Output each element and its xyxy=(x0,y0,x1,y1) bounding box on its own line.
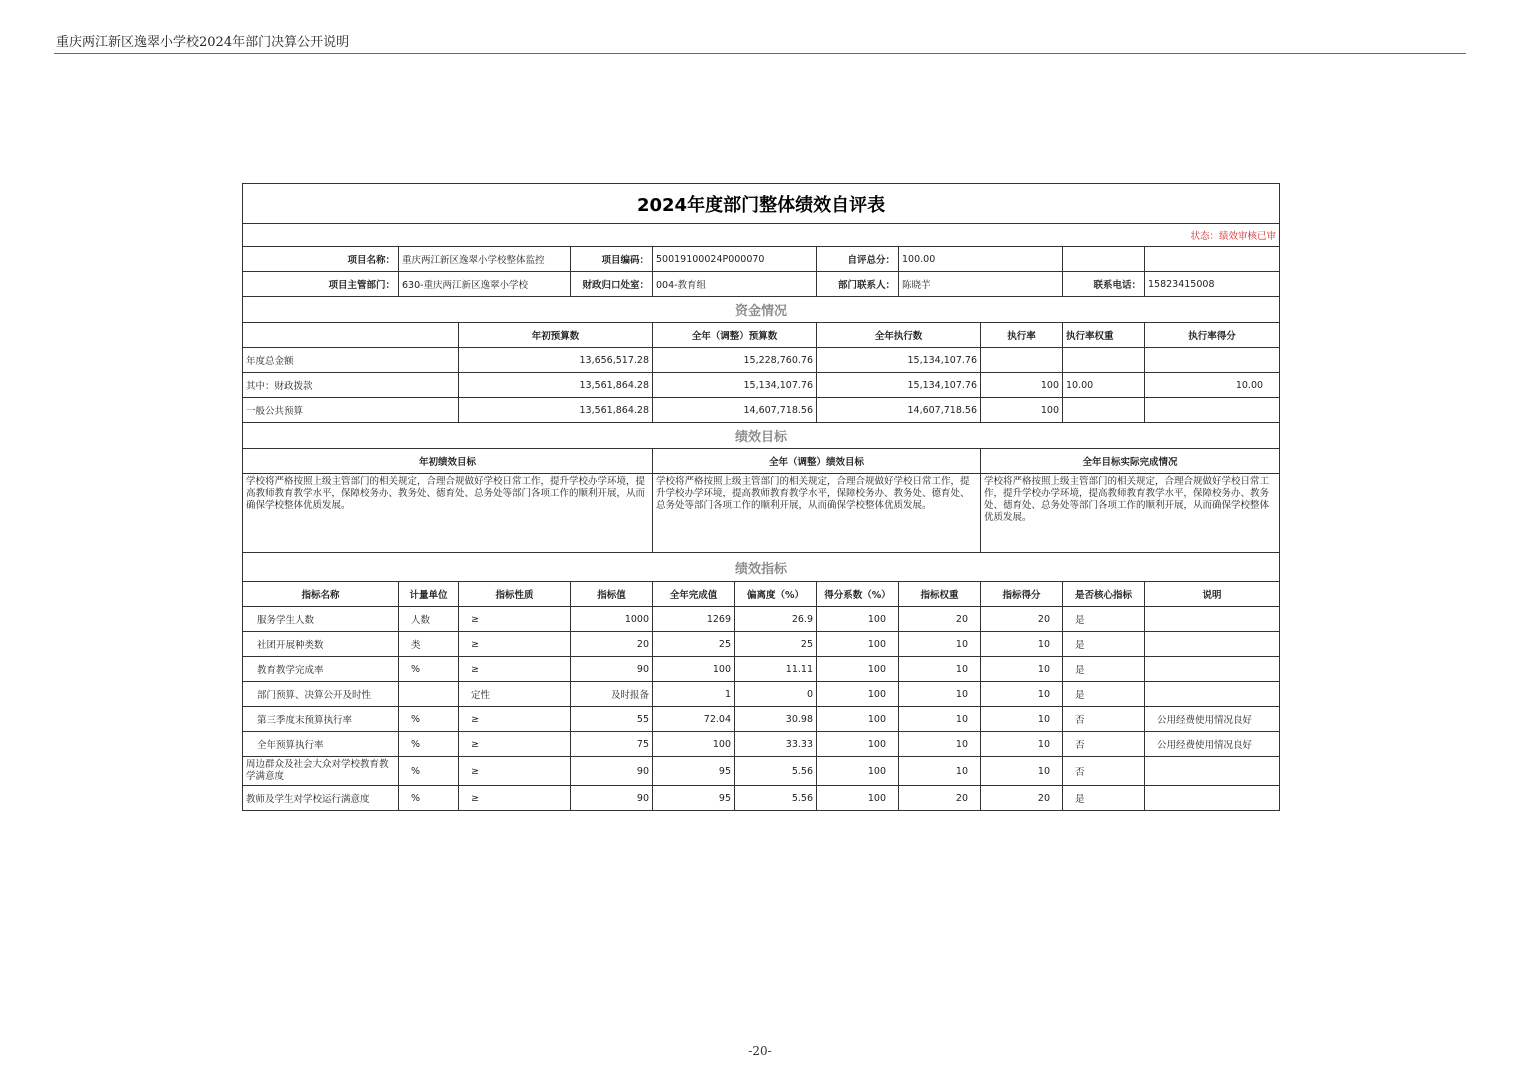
funds-header-score: 执行率得分 xyxy=(1145,323,1280,348)
funds-row-weight xyxy=(1063,348,1145,373)
funds-row xyxy=(243,348,1280,373)
ind-score: 20 xyxy=(981,607,1063,632)
page-header: 重庆两江新区逸翠小学校2024年部门决算公开说明 xyxy=(56,35,350,50)
total-score-label: 自评总分： xyxy=(817,247,899,272)
funds-row-initial: 13,561,864.28 xyxy=(459,398,653,423)
ind-target: 1000 xyxy=(571,607,653,632)
ind-actual: 95 xyxy=(653,786,735,811)
funds-row-name: 其中：财政拨款 xyxy=(243,373,459,398)
indicator-row xyxy=(243,757,1280,786)
ind-header-unit: 计量单位 xyxy=(399,582,459,607)
funds-row-executed: 14,607,718.56 xyxy=(817,398,981,423)
performance-self-evaluation-table xyxy=(242,183,1280,811)
goal-adjusted-text: 学校将严格按照上级主管部门的相关规定，合理合规做好学校日常工作，提升学校办学环境，提高教师教育教学水平，保障校务办、教务处、德育处、总务处等部门各项工作的顺利开展，从而确保学校整体优质发展。 xyxy=(653,474,981,553)
ind-note xyxy=(1145,786,1280,811)
ind-weight: 10 xyxy=(899,632,981,657)
ind-deviation: 26.9 xyxy=(735,607,817,632)
ind-note xyxy=(1145,757,1280,786)
funds-row-rate: 100 xyxy=(981,398,1063,423)
ind-note: 公用经费使用情况良好 xyxy=(1145,732,1280,757)
ind-note xyxy=(1145,657,1280,682)
funds-row-adjusted: 14,607,718.56 xyxy=(653,398,817,423)
ind-unit: 类 xyxy=(399,632,459,657)
ind-actual: 100 xyxy=(653,657,735,682)
ind-core: 否 xyxy=(1063,757,1145,786)
ind-actual: 95 xyxy=(653,757,735,786)
ind-header-coef: 得分系数（%） xyxy=(817,582,899,607)
ind-header-actual: 全年完成值 xyxy=(653,582,735,607)
ind-nature: ≥ xyxy=(459,707,571,732)
dept-label: 项目主管部门： xyxy=(243,272,399,297)
ind-coef: 100 xyxy=(817,657,899,682)
ind-coef: 100 xyxy=(817,732,899,757)
ind-weight: 10 xyxy=(899,707,981,732)
ind-actual: 100 xyxy=(653,732,735,757)
contact-label: 部门联系人： xyxy=(817,272,899,297)
indicator-row xyxy=(243,732,1280,757)
ind-core: 是 xyxy=(1063,657,1145,682)
ind-name: 服务学生人数 xyxy=(243,607,399,632)
goals-section-title: 绩效目标 xyxy=(243,423,1280,449)
ind-nature: ≥ xyxy=(459,786,571,811)
ind-weight: 20 xyxy=(899,607,981,632)
funds-row-score xyxy=(1145,398,1280,423)
ind-score: 10 xyxy=(981,682,1063,707)
ind-name: 全年预算执行率 xyxy=(243,732,399,757)
funds-row xyxy=(243,373,1280,398)
ind-weight: 10 xyxy=(899,657,981,682)
funds-row-rate xyxy=(981,348,1063,373)
empty-cell xyxy=(1145,247,1280,272)
ind-weight: 10 xyxy=(899,757,981,786)
ind-core: 是 xyxy=(1063,607,1145,632)
funds-header-executed: 全年执行数 xyxy=(817,323,981,348)
ind-score: 10 xyxy=(981,632,1063,657)
ind-score: 10 xyxy=(981,757,1063,786)
dept-value: 630-重庆两江新区逸翠小学校 xyxy=(399,272,571,297)
funds-header-blank xyxy=(243,323,459,348)
ind-name: 部门预算、决算公开及时性 xyxy=(243,682,399,707)
funds-row-name: 一般公共预算 xyxy=(243,398,459,423)
ind-target: 及时报备 xyxy=(571,682,653,707)
funds-row-weight xyxy=(1063,398,1145,423)
contact-value: 陈晓芋 xyxy=(899,272,1063,297)
ind-note xyxy=(1145,607,1280,632)
phone-value: 15823415008 xyxy=(1145,272,1280,297)
ind-deviation: 30.98 xyxy=(735,707,817,732)
ind-nature: ≥ xyxy=(459,632,571,657)
project-code-label: 项目编码： xyxy=(571,247,653,272)
indicator-row xyxy=(243,682,1280,707)
ind-header-deviation: 偏离度（%） xyxy=(735,582,817,607)
funds-row-adjusted: 15,134,107.76 xyxy=(653,373,817,398)
ind-deviation: 33.33 xyxy=(735,732,817,757)
funds-row-executed: 15,134,107.76 xyxy=(817,348,981,373)
ind-core: 否 xyxy=(1063,707,1145,732)
ind-core: 是 xyxy=(1063,632,1145,657)
ind-score: 10 xyxy=(981,657,1063,682)
page-number: -20- xyxy=(748,1044,772,1058)
funds-header-rate: 执行率 xyxy=(981,323,1063,348)
ind-target: 75 xyxy=(571,732,653,757)
funds-row-name: 年度总金额 xyxy=(243,348,459,373)
ind-header-note: 说明 xyxy=(1145,582,1280,607)
ind-coef: 100 xyxy=(817,682,899,707)
ind-coef: 100 xyxy=(817,607,899,632)
indicator-row xyxy=(243,632,1280,657)
ind-actual: 72.04 xyxy=(653,707,735,732)
funds-row-executed: 15,134,107.76 xyxy=(817,373,981,398)
funds-row-rate: 100 xyxy=(981,373,1063,398)
funds-row-weight: 10.00 xyxy=(1063,373,1145,398)
goal-initial-text: 学校将严格按照上级主管部门的相关规定，合理合规做好学校日常工作，提升学校办学环境，提高教师教育教学水平，保障校务办、教务处、德育处、总务处等部门各项工作的顺利开展，从而确保学校整体优质发展。 xyxy=(243,474,653,553)
ind-coef: 100 xyxy=(817,707,899,732)
ind-unit: % xyxy=(399,707,459,732)
ind-score: 20 xyxy=(981,786,1063,811)
ind-note xyxy=(1145,632,1280,657)
indicator-row xyxy=(243,607,1280,632)
funds-row-score xyxy=(1145,348,1280,373)
ind-nature: ≥ xyxy=(459,732,571,757)
ind-name: 第三季度末预算执行率 xyxy=(243,707,399,732)
status-text: 状态：绩效审核已审 xyxy=(243,224,1280,247)
ind-coef: 100 xyxy=(817,757,899,786)
ind-actual: 25 xyxy=(653,632,735,657)
ind-name: 教育教学完成率 xyxy=(243,657,399,682)
ind-nature: 定性 xyxy=(459,682,571,707)
ind-unit: % xyxy=(399,786,459,811)
ind-nature: ≥ xyxy=(459,757,571,786)
ind-score: 10 xyxy=(981,732,1063,757)
empty-cell xyxy=(1063,247,1145,272)
ind-actual: 1269 xyxy=(653,607,735,632)
ind-unit xyxy=(399,682,459,707)
ind-coef: 100 xyxy=(817,786,899,811)
ind-actual: 1 xyxy=(653,682,735,707)
funds-row-initial: 13,561,864.28 xyxy=(459,373,653,398)
funds-row xyxy=(243,398,1280,423)
goals-header-adjusted: 全年（调整）绩效目标 xyxy=(653,449,981,474)
ind-note xyxy=(1145,682,1280,707)
indicator-row xyxy=(243,707,1280,732)
ind-deviation: 25 xyxy=(735,632,817,657)
goal-actual-text: 学校将严格按照上级主管部门的相关规定，合理合规做好学校日常工作，提升学校办学环境，提高教师教育教学水平，保障校务办、教务处、德育处、总务处等部门各项工作的顺利开展，从而确保学校整体优质发展。 xyxy=(981,474,1280,553)
project-name-label: 项目名称： xyxy=(243,247,399,272)
indicator-row xyxy=(243,657,1280,682)
ind-nature: ≥ xyxy=(459,657,571,682)
ind-deviation: 5.56 xyxy=(735,786,817,811)
form-title: 2024年度部门整体绩效自评表 xyxy=(243,184,1280,224)
ind-core: 否 xyxy=(1063,732,1145,757)
funds-header-adjusted: 全年（调整）预算数 xyxy=(653,323,817,348)
ind-unit: % xyxy=(399,732,459,757)
ind-weight: 10 xyxy=(899,682,981,707)
funds-row-initial: 13,656,517.28 xyxy=(459,348,653,373)
ind-unit: 人数 xyxy=(399,607,459,632)
ind-header-target: 指标值 xyxy=(571,582,653,607)
funds-header-initial: 年初预算数 xyxy=(459,323,653,348)
ind-unit: % xyxy=(399,657,459,682)
ind-target: 90 xyxy=(571,757,653,786)
goals-header-initial: 年初绩效目标 xyxy=(243,449,653,474)
ind-name: 教师及学生对学校运行满意度 xyxy=(243,786,399,811)
ind-header-weight: 指标权重 xyxy=(899,582,981,607)
ind-header-nature: 指标性质 xyxy=(459,582,571,607)
funds-row-adjusted: 15,228,760.76 xyxy=(653,348,817,373)
funds-section-title: 资金情况 xyxy=(243,297,1280,323)
ind-nature: ≥ xyxy=(459,607,571,632)
ind-core: 是 xyxy=(1063,786,1145,811)
ind-weight: 20 xyxy=(899,786,981,811)
indicator-row xyxy=(243,786,1280,811)
ind-target: 20 xyxy=(571,632,653,657)
ind-header-score: 指标得分 xyxy=(981,582,1063,607)
ind-unit: % xyxy=(399,757,459,786)
finance-office-label: 财政归口处室： xyxy=(571,272,653,297)
ind-target: 90 xyxy=(571,657,653,682)
ind-deviation: 11.11 xyxy=(735,657,817,682)
indicators-section-title: 绩效指标 xyxy=(243,553,1280,582)
phone-label: 联系电话： xyxy=(1063,272,1145,297)
finance-office-value: 004-教育组 xyxy=(653,272,817,297)
total-score-value: 100.00 xyxy=(899,247,1063,272)
ind-score: 10 xyxy=(981,707,1063,732)
goals-header-actual: 全年目标实际完成情况 xyxy=(981,449,1280,474)
ind-weight: 10 xyxy=(899,732,981,757)
ind-name: 周边群众及社会大众对学校教育教学满意度 xyxy=(243,757,399,786)
ind-deviation: 5.56 xyxy=(735,757,817,786)
ind-deviation: 0 xyxy=(735,682,817,707)
header-divider xyxy=(54,53,1466,54)
ind-target: 55 xyxy=(571,707,653,732)
project-code-value: 50019100024P000070 xyxy=(653,247,817,272)
ind-coef: 100 xyxy=(817,632,899,657)
funds-header-weight: 执行率权重 xyxy=(1063,323,1145,348)
ind-target: 90 xyxy=(571,786,653,811)
ind-note: 公用经费使用情况良好 xyxy=(1145,707,1280,732)
project-name-value: 重庆两江新区逸翠小学校整体监控 xyxy=(399,247,571,272)
funds-row-score: 10.00 xyxy=(1145,373,1280,398)
ind-header-core: 是否核心指标 xyxy=(1063,582,1145,607)
ind-header-name: 指标名称 xyxy=(243,582,399,607)
ind-name: 社团开展种类数 xyxy=(243,632,399,657)
ind-core: 是 xyxy=(1063,682,1145,707)
